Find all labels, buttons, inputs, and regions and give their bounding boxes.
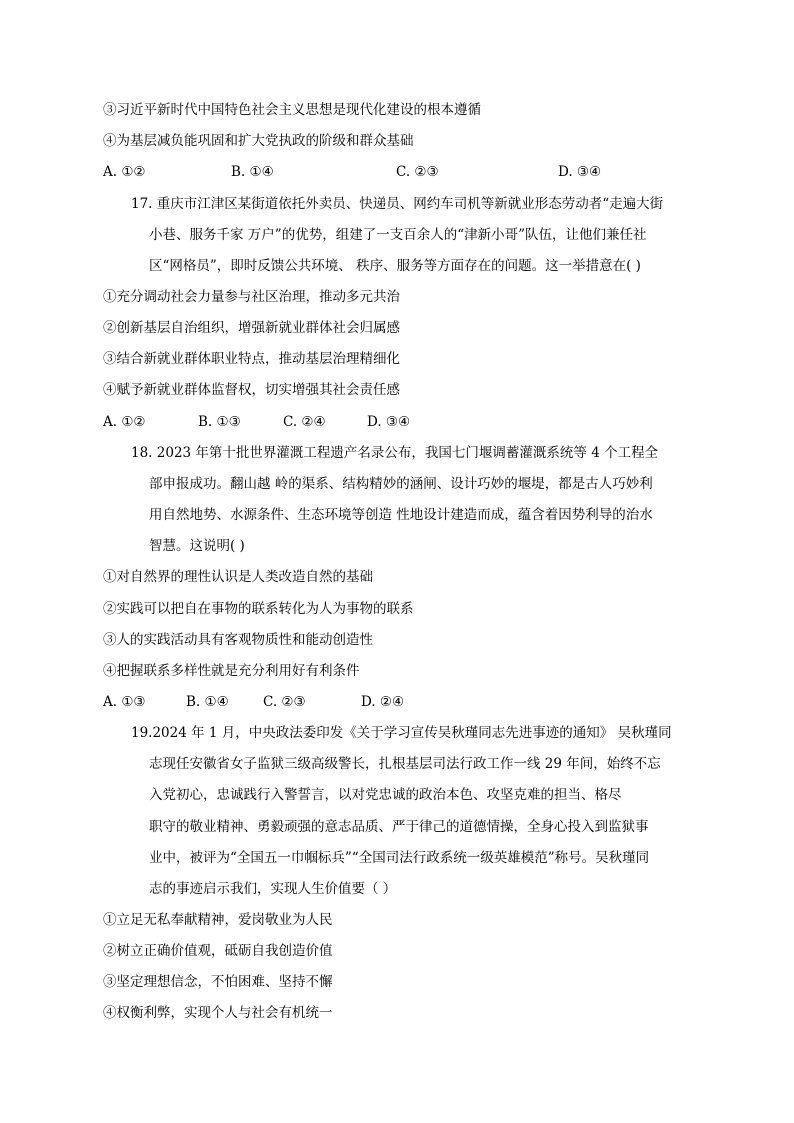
q16-option-d: D. ③④ bbox=[558, 164, 602, 180]
q19-stem-line-1: 19.2024 年 1 月，中央政法委印发《关于学习宣传吴秋瑾同志先进事迹的通知》 吴秋瑾同 bbox=[131, 725, 672, 741]
q19-stem-line-2: 志现任安徽省女子监狱三级高级警长，扎根基层司法行政工作一线 29 年间，始终不忘 bbox=[149, 756, 661, 772]
q17-option-d: D. ③④ bbox=[367, 414, 411, 430]
q19-item-3: ③坚定理想信念，不怕困难、坚持不懈 bbox=[103, 974, 333, 990]
q18-stem-line-2: 部申报成功。翻山越 岭的渠系、结构精妙的涵闸、设计巧妙的堰堤，都是古人巧妙利 bbox=[149, 476, 653, 492]
q19-item-4: ④权衡利弊，实现个人与社会有机统一 bbox=[103, 1005, 333, 1021]
q16-item-3: ③习近平新时代中国特色社会主义思想是现代化建设的根本遵循 bbox=[103, 102, 481, 118]
q19-stem-line-6: 志的事迹启示我们，实现人生价值要（ ） bbox=[149, 881, 397, 897]
q16-options bbox=[103, 162, 663, 182]
q18-stem-line-4: 智慧。这说明( ) bbox=[149, 538, 245, 554]
q19-item-2: ②树立正确价值观，砥砺自我创造价值 bbox=[103, 943, 333, 959]
q17-item-1: ①充分调动社会力量参与社区治理，推动多元共治 bbox=[103, 289, 400, 305]
q18-option-a: A. ①③ bbox=[103, 694, 146, 710]
q18-item-2: ②实践可以把自在事物的联系转化为人为事物的联系 bbox=[103, 601, 414, 617]
q18-option-c: C. ②③ bbox=[263, 694, 306, 710]
q19-stem-line-5: 业中，被评为“全国五一巾帼标兵”“全国司法行政系统一级英雄模范”称号。吴秋瑾同 bbox=[149, 850, 650, 866]
q18-item-3: ③人的实践活动具有客观物质性和能动创造性 bbox=[103, 632, 373, 648]
q19-stem-line-3: 入党初心，忠诚践行入警誓言，以对党忠诚的政治本色、攻坚克难的担当、格尽 bbox=[149, 787, 622, 803]
q17-item-2: ②创新基层自治组织，增强新就业群体社会归属感 bbox=[103, 320, 400, 336]
q18-option-b: B. ①④ bbox=[186, 694, 229, 710]
q16-item-4: ④为基层减负能巩固和扩大党执政的阶级和群众基础 bbox=[103, 133, 414, 149]
q16-option-c: C. ②③ bbox=[396, 164, 439, 180]
q19-stem-line-4: 职守的敬业精神、勇毅顽强的意志品质、严于律己的道德情操，全身心投入到监狱事 bbox=[149, 819, 649, 835]
q17-option-b: B. ①③ bbox=[198, 414, 241, 430]
q17-option-a: A. ①② bbox=[103, 414, 146, 430]
q17-item-4: ④赋予新就业群体监督权，切实增强其社会责任感 bbox=[103, 382, 400, 398]
q17-options bbox=[103, 412, 523, 432]
q18-stem-line-3: 用自然地势、水源条件、生态环境等创造 性地设计建造而成，蕴含着因势利导的治水 bbox=[149, 507, 653, 523]
q18-item-1: ①对自然界的理性认识是人类改造自然的基础 bbox=[103, 569, 373, 585]
q17-option-c: C. ②④ bbox=[283, 414, 326, 430]
q19-item-1: ①立足无私奉献精神，爱岗敬业为人民 bbox=[103, 912, 333, 928]
q17-stem-line-2: 小巷、服务千家 万户”的优势，组建了一支百余人的“津新小哥”队伍，让他们兼任社 bbox=[149, 227, 647, 243]
q18-options bbox=[103, 692, 523, 712]
q18-option-d: D. ②④ bbox=[361, 694, 405, 710]
q17-stem-line-1: 17. 重庆市江津区某街道依托外卖员、快递员、网约车司机等新就业形态劳动者“走遍大街 bbox=[131, 196, 664, 212]
q16-option-b: B. ①④ bbox=[231, 164, 274, 180]
q16-option-a: A. ①② bbox=[103, 164, 146, 180]
q18-item-4: ④把握联系多样性就是充分利用好有利条件 bbox=[103, 663, 360, 679]
q18-stem-line-1: 18. 2023 年第十批世界灌溉工程遗产名录公布，我国七门堰调蓄灌溉系统等 4 个工程全 bbox=[131, 445, 659, 461]
q17-item-3: ③结合新就业群体职业特点，推动基层治理精细化 bbox=[103, 351, 400, 367]
q17-stem-line-3: 区“网格员”，即时反馈公共环境、 秩序、服务等方面存在的问题。这一举措意在( ) bbox=[149, 258, 641, 274]
